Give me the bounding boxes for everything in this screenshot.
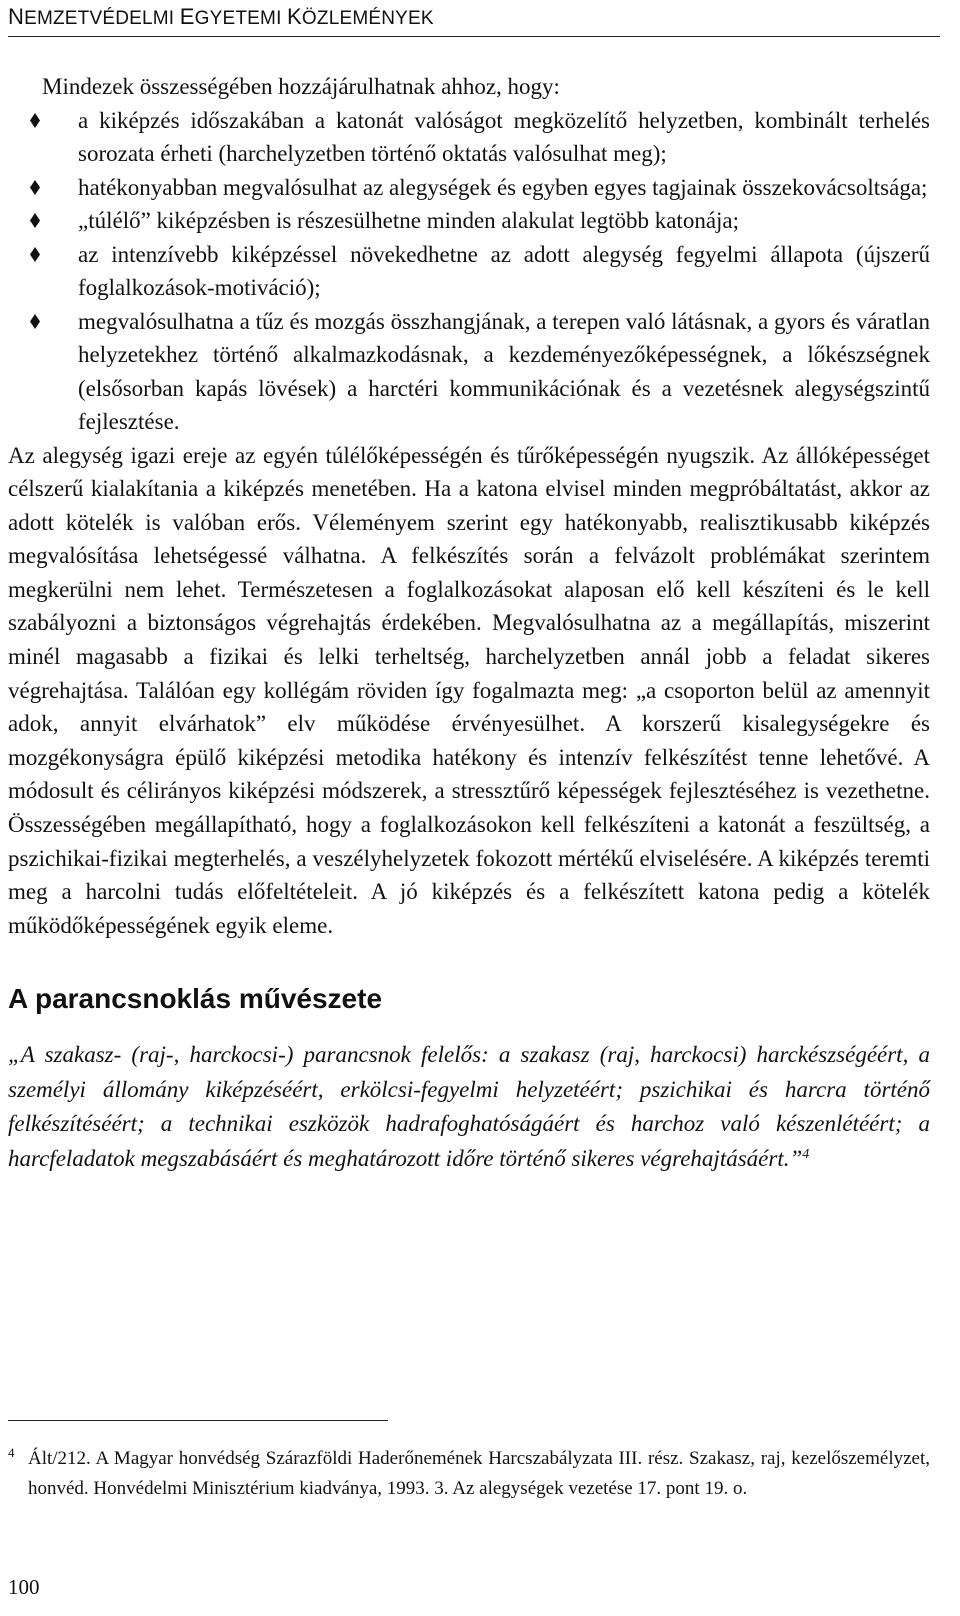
running-header: NEMZETVÉDELMI EGYETEMI KÖZLEMÉNYEK — [8, 4, 434, 29]
diamond-bullet-icon — [30, 180, 40, 195]
bullet-list — [8, 104, 930, 439]
diamond-bullet-icon — [30, 247, 40, 262]
diamond-bullet-icon — [30, 113, 40, 128]
list-item: a kiképzés időszakában a katonát valóságot megközelítő helyzetben, kombinált terhelés sorozata érheti (harchelyzetben történő oktatás valósulhat meg); — [78, 104, 930, 171]
list-item: az intenzívebb kiképzéssel növekedhetne az adott alegység fegyelmi állapota (újszerű foglalkozások-motiváció); — [78, 238, 930, 305]
diamond-bullet-icon — [30, 213, 40, 228]
footnote-reference: 4 — [802, 1146, 810, 1162]
lead-sentence: Mindezek összességében hozzájárulhatnak ahhoz, hogy: — [42, 74, 560, 99]
footnote-text: Ált/212. A Magyar honvédség Szárazföldi Haderőnemének Harcszabályzata III. rész. Szakasz, raj, kezelőszemélyzet, honvéd. Honvédelmi Minisztérium kiadványa, 1993. 3. Az alegységek vezetése 17. pont 19. o. — [28, 1448, 930, 1499]
footnote-number: 4 — [8, 1445, 15, 1460]
list-item: „túlélő” kiképzésben is részesülhetne minden alakulat legtöbb katonája; — [78, 204, 930, 238]
main-content — [8, 70, 930, 1176]
list-item: hatékonyabban megvalósulhat az alegységek és egyben egyes tagjainak összekovácsoltsága; — [78, 171, 930, 205]
section-heading: A parancsnoklás művészete — [8, 983, 383, 1015]
body-paragraph: Az alegység igazi ereje az egyén túlélőképességén és tűrőképességén nyugszik. Az állóképességet célszerű kialakítania a kiképzés menetében. Ha a katona elvisel minden megpróbáltatást, akkor az adott kötelék is valóban erős. Véleményem szerint egy hatékonyabb, realisztikusabb kiképzés megvalósítása lehetségessé válhatna. A felkészítés során a felvázolt problémákat szerintem megkerülni nem lehet. Természetesen a foglalkozásokat alaposan elő kell készíteni és le kell szabályozni a biztonságos végrehajtás érdekében. Megvalósulhatna az a megállapítás, miszerint minél magasabb a fizikai és lelki terheltség, harchelyzetben annál jobb a feladat sikeres végrehajtása. Találóan egy kollégám röviden így fogalmazta meg: „a csoporton belül az amennyit adok, annyit elvárhatok” elv működése érvényesülhet. A korszerű kisalegységekre és mozgékonyságra épülő kiképzési metodika hatékony és intenzív felkészítést tenne lehetővé. A módosult és célirányos kiképzési módszerek, a stressztűrő képességek fejlesztéséhez is vezethetne. Összességében megállapítható, hogy a foglalkozásokon kell felkészíteni a katonát a feszültség, a pszichikai-fizikai megterhelés, a veszélyhelyzetek fokozott mértékű elviselésére. A kiképzés teremti meg a harcolni tudás előfeltételeit. A jó kiképzés és a felkészített katona pedig a kötelék működőképességének egyik eleme. — [8, 442, 930, 938]
footnote-rule — [8, 1420, 388, 1421]
diamond-bullet-icon — [30, 314, 40, 329]
list-item: megvalósulhatna a tűz és mozgás összhangjának, a terepen való látásnak, a gyors és váratlan helyzetekhez történő alkalmazkodásnak, a kezdeményezőképességnek, a lőkészségnek (elsősorban kapás lövések) a harctéri kommunikációnak és a vezetésnek alegységszintű fejlesztése. — [78, 305, 930, 439]
block-quote: „A szakasz- (raj-, harckocsi-) parancsnok felelős: a szakasz (raj, harckocsi) harckészségéért, a személyi állomány kiképzéséért, erkölcsi-fegyelmi helyzetéért; pszichikai és harcra történő felkészítéséért; a technikai eszközök hadrafoghatóságáért és harchoz való készenlétéért; a harcfeladatok megszabásáért és meghatározott időre történő sikeres végrehajtásáért.”$^4$ — [8, 1042, 930, 1171]
header-rule — [8, 36, 940, 37]
page-number: 100 — [8, 1575, 40, 1599]
footnote — [8, 1444, 930, 1504]
